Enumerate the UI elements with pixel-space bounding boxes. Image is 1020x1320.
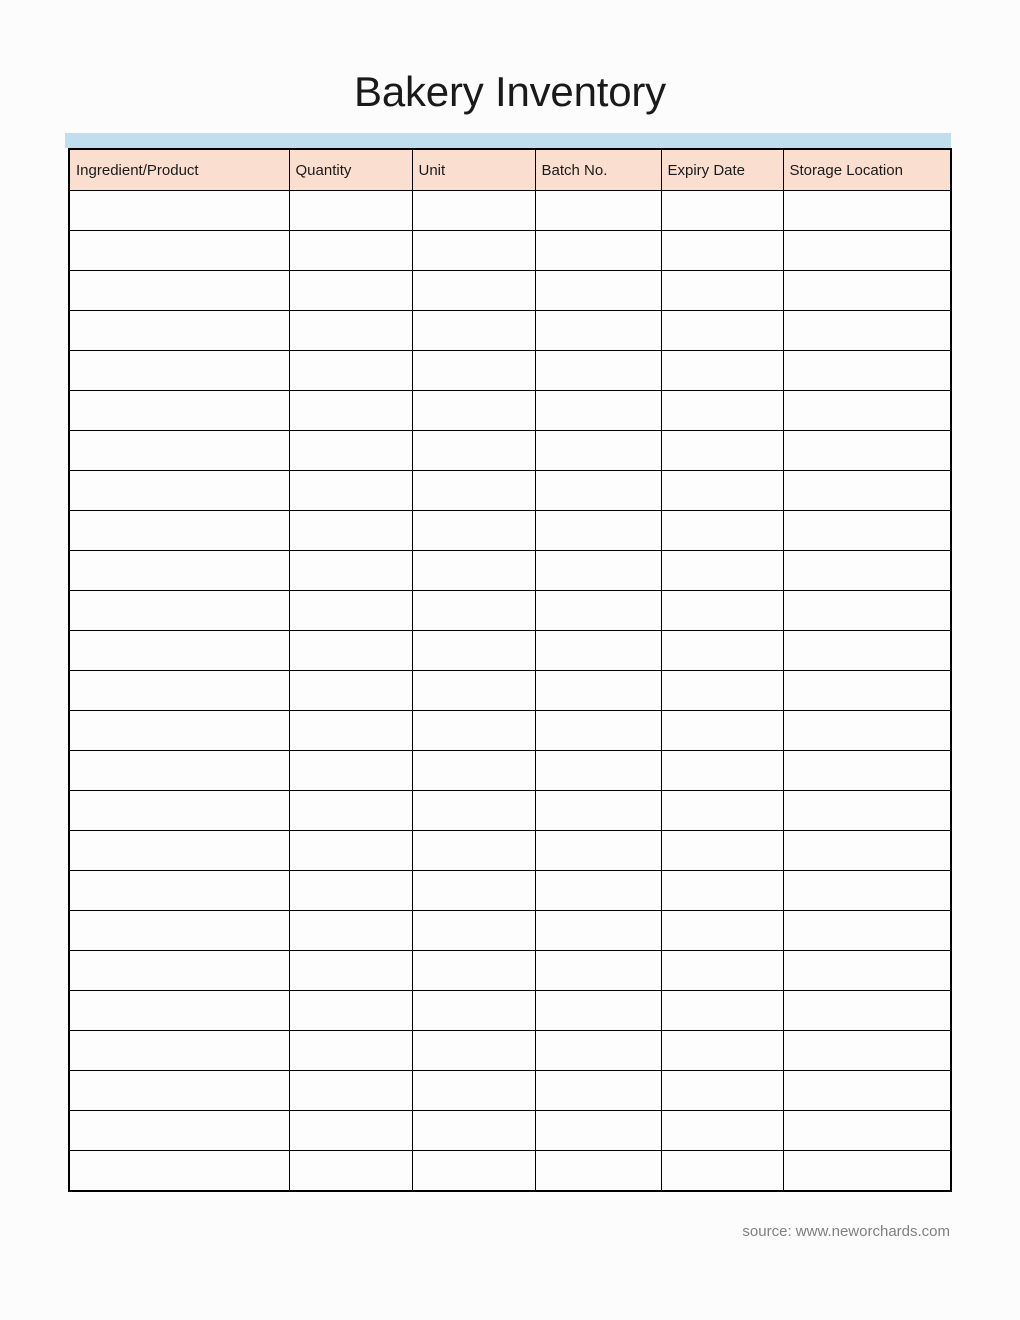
- table-cell[interactable]: [783, 191, 951, 231]
- table-cell[interactable]: [69, 1111, 289, 1151]
- table-row: [69, 191, 951, 231]
- table-cell[interactable]: [289, 271, 412, 311]
- column-header-0: Ingredient/Product: [69, 149, 289, 191]
- table-cell[interactable]: [661, 991, 783, 1031]
- table-cell[interactable]: [69, 711, 289, 751]
- table-cell[interactable]: [661, 511, 783, 551]
- table-cell[interactable]: [412, 191, 535, 231]
- table-cell[interactable]: [535, 1111, 661, 1151]
- table-row: [69, 871, 951, 911]
- table-row: [69, 511, 951, 551]
- table-cell[interactable]: [412, 831, 535, 871]
- table-cell[interactable]: [412, 1071, 535, 1111]
- table-cell[interactable]: [69, 671, 289, 711]
- table-cell[interactable]: [289, 831, 412, 871]
- table-cell[interactable]: [661, 391, 783, 431]
- table-cell[interactable]: [69, 191, 289, 231]
- table-cell[interactable]: [69, 431, 289, 471]
- table-cell[interactable]: [412, 511, 535, 551]
- table-row: [69, 471, 951, 511]
- table-cell[interactable]: [783, 671, 951, 711]
- table-row: [69, 271, 951, 311]
- column-header-3: Batch No.: [535, 149, 661, 191]
- table-cell[interactable]: [289, 311, 412, 351]
- table-row: [69, 791, 951, 831]
- table-cell[interactable]: [69, 311, 289, 351]
- table-cell[interactable]: [289, 631, 412, 671]
- table-cell[interactable]: [412, 1031, 535, 1071]
- table-cell[interactable]: [69, 391, 289, 431]
- table-cell[interactable]: [289, 751, 412, 791]
- table-cell[interactable]: [289, 431, 412, 471]
- table-cell[interactable]: [661, 271, 783, 311]
- table-cell[interactable]: [661, 871, 783, 911]
- table-cell[interactable]: [289, 671, 412, 711]
- table-cell[interactable]: [535, 311, 661, 351]
- table-cell[interactable]: [412, 591, 535, 631]
- table-cell[interactable]: [661, 631, 783, 671]
- table-cell[interactable]: [289, 1151, 412, 1192]
- table-cell[interactable]: [661, 791, 783, 831]
- table-cell[interactable]: [69, 1031, 289, 1071]
- column-header-4: Expiry Date: [661, 149, 783, 191]
- table-cell[interactable]: [661, 831, 783, 871]
- table-cell[interactable]: [412, 951, 535, 991]
- table-cell[interactable]: [412, 671, 535, 711]
- table-cell[interactable]: [661, 751, 783, 791]
- table-row: [69, 391, 951, 431]
- table-row: [69, 351, 951, 391]
- table-row: [69, 671, 951, 711]
- table-cell[interactable]: [289, 911, 412, 951]
- table-cell[interactable]: [535, 271, 661, 311]
- table-cell[interactable]: [535, 391, 661, 431]
- table-cell[interactable]: [661, 551, 783, 591]
- table-cell[interactable]: [69, 511, 289, 551]
- table-cell[interactable]: [535, 991, 661, 1031]
- table-cell[interactable]: [783, 751, 951, 791]
- table-cell[interactable]: [289, 1031, 412, 1071]
- table-row: [69, 591, 951, 631]
- table-row: [69, 751, 951, 791]
- table-cell[interactable]: [783, 631, 951, 671]
- table-cell[interactable]: [535, 1071, 661, 1111]
- table-cell[interactable]: [783, 231, 951, 271]
- table-cell[interactable]: [661, 591, 783, 631]
- table-cell[interactable]: [535, 631, 661, 671]
- accent-strip: [65, 133, 951, 148]
- table-cell[interactable]: [661, 951, 783, 991]
- table-row: [69, 991, 951, 1031]
- table-cell[interactable]: [289, 191, 412, 231]
- table-cell[interactable]: [69, 751, 289, 791]
- table-cell[interactable]: [661, 911, 783, 951]
- table-cell[interactable]: [535, 191, 661, 231]
- table-cell[interactable]: [289, 511, 412, 551]
- table-cell[interactable]: [289, 711, 412, 751]
- inventory-table: [68, 148, 952, 1192]
- table-cell[interactable]: [69, 551, 289, 591]
- table-row: [69, 631, 951, 671]
- table-cell[interactable]: [69, 1071, 289, 1111]
- table-cell[interactable]: [535, 671, 661, 711]
- table-header-row: [69, 149, 951, 191]
- table-row: [69, 1031, 951, 1071]
- table-cell[interactable]: [535, 591, 661, 631]
- table-cell[interactable]: [289, 1071, 412, 1111]
- table-cell[interactable]: [535, 871, 661, 911]
- table-cell[interactable]: [412, 551, 535, 591]
- table-cell[interactable]: [783, 271, 951, 311]
- table-cell[interactable]: [783, 991, 951, 1031]
- table-cell[interactable]: [783, 591, 951, 631]
- table-cell[interactable]: [783, 1071, 951, 1111]
- table-cell[interactable]: [661, 351, 783, 391]
- table-cell[interactable]: [289, 391, 412, 431]
- table-cell[interactable]: [661, 1111, 783, 1151]
- table-cell[interactable]: [289, 991, 412, 1031]
- table-cell[interactable]: [412, 1111, 535, 1151]
- table-cell[interactable]: [412, 231, 535, 271]
- table-row: [69, 831, 951, 871]
- table-cell[interactable]: [412, 791, 535, 831]
- table-cell[interactable]: [783, 871, 951, 911]
- table-cell[interactable]: [535, 831, 661, 871]
- table-cell[interactable]: [783, 1151, 951, 1192]
- table-cell[interactable]: [535, 511, 661, 551]
- table-row: [69, 1071, 951, 1111]
- column-header-2: Unit: [412, 149, 535, 191]
- table-cell[interactable]: [69, 471, 289, 511]
- table-cell[interactable]: [661, 1071, 783, 1111]
- table-row: [69, 1111, 951, 1151]
- table-cell[interactable]: [69, 351, 289, 391]
- table-cell[interactable]: [289, 951, 412, 991]
- column-header-1: Quantity: [289, 149, 412, 191]
- table-cell[interactable]: [783, 1031, 951, 1071]
- table-row: [69, 311, 951, 351]
- table-body: [69, 191, 951, 1192]
- table-cell[interactable]: [69, 991, 289, 1031]
- table-cell[interactable]: [412, 631, 535, 671]
- source-note: source: www.neworchards.com: [742, 1223, 950, 1240]
- table-cell[interactable]: [69, 271, 289, 311]
- table-cell[interactable]: [69, 231, 289, 271]
- table-cell[interactable]: [661, 431, 783, 471]
- table-cell[interactable]: [783, 791, 951, 831]
- table-cell[interactable]: [535, 1151, 661, 1192]
- table-cell[interactable]: [535, 711, 661, 751]
- table-head: [69, 149, 951, 191]
- table-cell[interactable]: [783, 1111, 951, 1151]
- table-row: [69, 951, 951, 991]
- table-cell[interactable]: [661, 1151, 783, 1192]
- table-cell[interactable]: [661, 1031, 783, 1071]
- table-row: [69, 711, 951, 751]
- table-cell[interactable]: [783, 391, 951, 431]
- table-cell[interactable]: [535, 951, 661, 991]
- table-cell[interactable]: [412, 991, 535, 1031]
- table-row: [69, 1151, 951, 1192]
- table-cell[interactable]: [412, 271, 535, 311]
- page-title: Bakery Inventory: [354, 68, 666, 115]
- table-cell[interactable]: [289, 551, 412, 591]
- table-cell[interactable]: [289, 791, 412, 831]
- table-cell[interactable]: [783, 471, 951, 511]
- table-cell[interactable]: [412, 911, 535, 951]
- column-header-5: Storage Location: [783, 149, 951, 191]
- table-cell[interactable]: [535, 471, 661, 511]
- table-cell[interactable]: [412, 871, 535, 911]
- table-cell[interactable]: [69, 911, 289, 951]
- table-cell[interactable]: [661, 311, 783, 351]
- table-cell[interactable]: [783, 831, 951, 871]
- table-cell[interactable]: [661, 191, 783, 231]
- table-cell[interactable]: [412, 751, 535, 791]
- table-cell[interactable]: [535, 231, 661, 271]
- table-cell[interactable]: [69, 791, 289, 831]
- table-cell[interactable]: [661, 471, 783, 511]
- table-row: [69, 911, 951, 951]
- table-cell[interactable]: [289, 871, 412, 911]
- table-row: [69, 431, 951, 471]
- table-cell[interactable]: [412, 1151, 535, 1192]
- inventory-table-container: [68, 148, 950, 1192]
- table-cell[interactable]: [69, 591, 289, 631]
- table-cell[interactable]: [69, 871, 289, 911]
- table-cell[interactable]: [412, 431, 535, 471]
- table-cell[interactable]: [289, 471, 412, 511]
- table-cell[interactable]: [783, 511, 951, 551]
- table-cell[interactable]: [535, 791, 661, 831]
- table-cell[interactable]: [783, 431, 951, 471]
- table-cell[interactable]: [783, 951, 951, 991]
- table-cell[interactable]: [783, 351, 951, 391]
- table-cell[interactable]: [412, 311, 535, 351]
- table-cell[interactable]: [412, 351, 535, 391]
- table-cell[interactable]: [289, 351, 412, 391]
- table-cell[interactable]: [661, 711, 783, 751]
- table-cell[interactable]: [535, 351, 661, 391]
- table-row: [69, 231, 951, 271]
- table-cell[interactable]: [69, 831, 289, 871]
- table-cell[interactable]: [289, 231, 412, 271]
- table-cell[interactable]: [783, 551, 951, 591]
- table-cell[interactable]: [783, 711, 951, 751]
- table-cell[interactable]: [69, 1151, 289, 1192]
- table-cell[interactable]: [661, 231, 783, 271]
- table-cell[interactable]: [535, 911, 661, 951]
- table-cell[interactable]: [69, 631, 289, 671]
- table-cell[interactable]: [535, 551, 661, 591]
- table-cell[interactable]: [535, 751, 661, 791]
- table-cell[interactable]: [535, 431, 661, 471]
- table-cell[interactable]: [783, 911, 951, 951]
- table-cell[interactable]: [289, 1111, 412, 1151]
- table-cell[interactable]: [412, 471, 535, 511]
- table-cell[interactable]: [535, 1031, 661, 1071]
- table-cell[interactable]: [412, 711, 535, 751]
- table-cell[interactable]: [661, 671, 783, 711]
- table-cell[interactable]: [412, 391, 535, 431]
- table-cell[interactable]: [783, 311, 951, 351]
- table-cell[interactable]: [289, 591, 412, 631]
- table-row: [69, 551, 951, 591]
- table-cell[interactable]: [69, 951, 289, 991]
